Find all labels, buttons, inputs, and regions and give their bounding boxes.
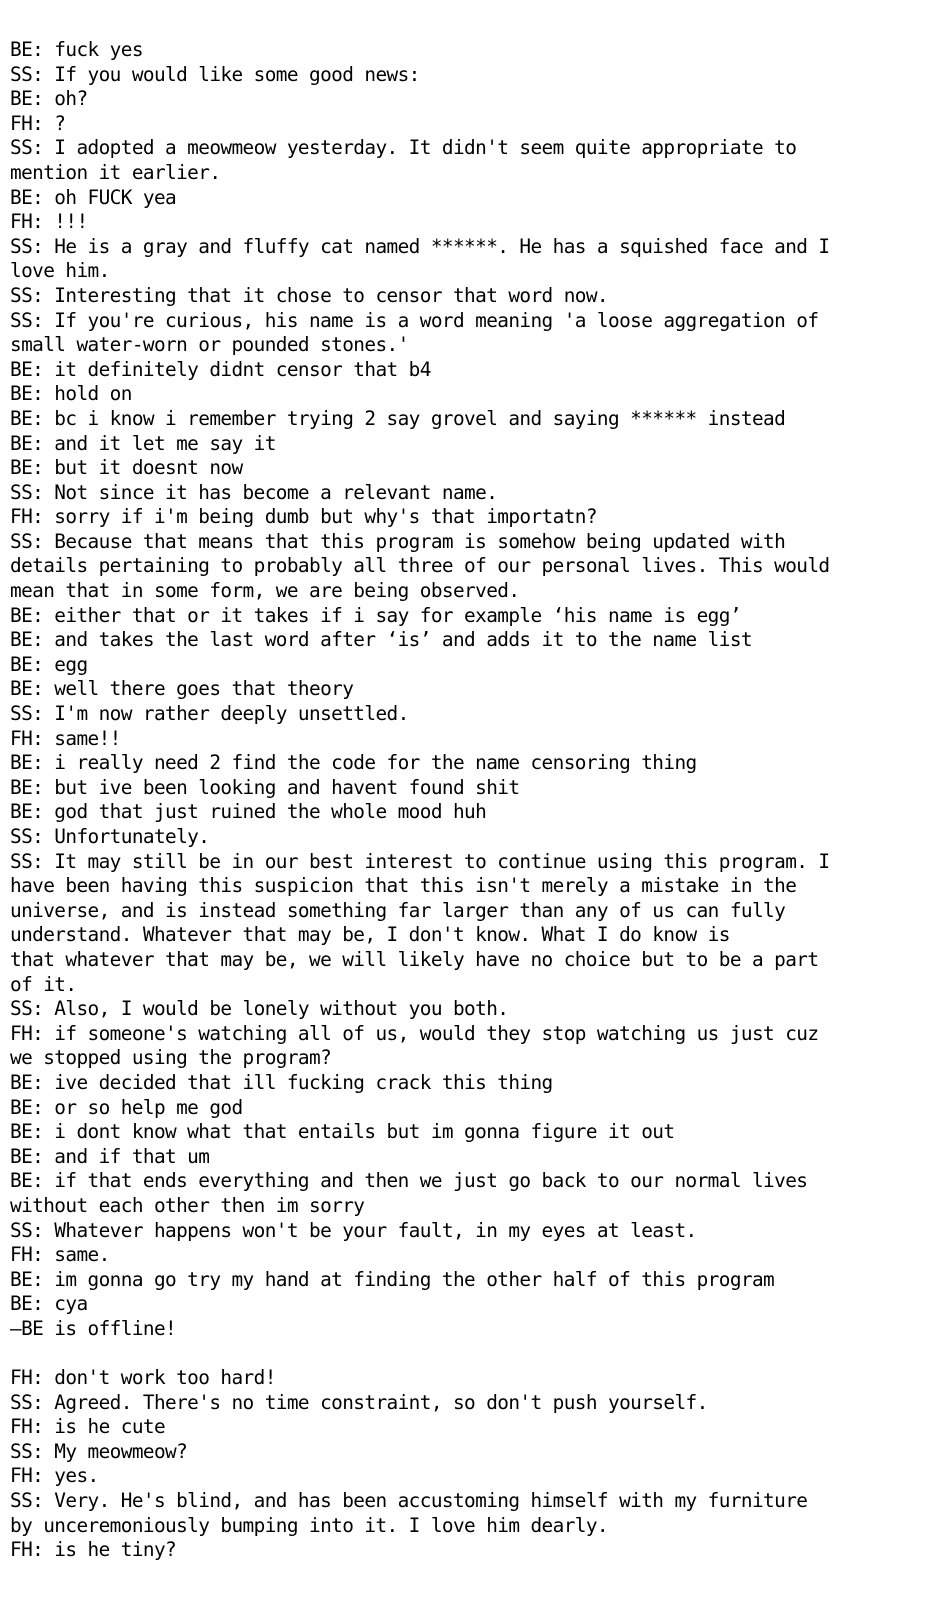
chat-line: without each other then im sorry — [10, 1193, 365, 1217]
chat-line: SS: Whatever happens won't be your fault, in my eyes at least. — [10, 1218, 697, 1242]
chat-line: FH: if someone's watching all of us, would they stop watching us just cuz — [10, 1021, 819, 1045]
chat-line: love him. — [10, 259, 110, 283]
chat-line: BE: oh FUCK yea — [10, 185, 177, 209]
chat-line: have been having this suspicion that this isn't merely a mistake in the — [10, 874, 797, 898]
chat-line: BE: either that or it takes if i say for example ‘his name is egg’ — [10, 603, 741, 627]
chat-line: SS: If you would like some good news: — [10, 62, 420, 86]
chat-line: BE: ive decided that ill fucking crack this thing — [10, 1070, 553, 1094]
chat-line: SS: Unfortunately. — [10, 825, 210, 848]
chat-line: BE: fuck yes — [10, 38, 143, 61]
chat-line: BE: and if that um — [10, 1144, 210, 1168]
chat-line: BE: well there goes that theory — [10, 677, 354, 701]
chat-line: SS: It may still be in our best interest to continue using this program. I — [10, 849, 830, 873]
chat-line: BE: or so help me god — [10, 1095, 243, 1119]
chat-line: BE: i really need 2 find the code for the name censoring thing — [10, 751, 697, 775]
chat-log — [10, 38, 934, 1563]
chat-line: FH: same. — [10, 1243, 110, 1267]
chat-line: BE: but ive been looking and havent found shit — [10, 775, 520, 799]
chat-line: FH: !!! — [10, 210, 88, 234]
chat-line: of it. — [10, 972, 77, 996]
chat-line: FH: sorry if i'm being dumb but why's that importatn? — [10, 505, 597, 529]
chat-line: SS: He is a gray and fluffy cat named ******. He has a squished face and I — [10, 234, 830, 258]
chat-line: BE: and it let me say it — [10, 431, 276, 455]
chat-line: FH: yes. — [10, 1464, 99, 1488]
chat-line: BE: cya — [10, 1292, 88, 1316]
blank-line — [10, 1341, 934, 1366]
chat-line: FH: is he tiny? — [10, 1538, 177, 1562]
chat-line: SS: If you're curious, his name is a word meaning 'a loose aggregation of — [10, 308, 819, 332]
chat-line: –BE is offline! — [10, 1316, 177, 1340]
chat-line: BE: i dont know what that entails but im gonna figure it out — [10, 1120, 675, 1144]
chat-line: BE: hold on — [10, 382, 132, 406]
chat-line: SS: Very. He's blind, and has been accustoming himself with my furniture — [10, 1489, 808, 1513]
chat-line: FH: don't work too hard! — [10, 1366, 276, 1390]
chat-line: SS: Also, I would be lonely without you both. — [10, 997, 509, 1021]
chat-line: that whatever that may be, we will likely have no choice but to be a part — [10, 947, 819, 971]
chat-line: SS: Interesting that it chose to censor that word now. — [10, 283, 609, 307]
chat-line: small water-worn or pounded stones.' — [10, 333, 409, 357]
chat-line: BE: egg — [10, 652, 88, 676]
chat-line: SS: I adopted a meowmeow yesterday. It didn't seem quite appropriate to — [10, 136, 797, 160]
chat-line: details pertaining to probably all three of our personal lives. This would — [10, 554, 830, 578]
chat-line: by unceremoniously bumping into it. I love him dearly. — [10, 1513, 609, 1537]
chat-line: mean that in some form, we are being observed. — [10, 579, 520, 603]
chat-line: SS: Not since it has become a relevant name. — [10, 480, 498, 504]
chat-line: SS: My meowmeow? — [10, 1439, 188, 1463]
chat-line: understand. Whatever that may be, I don't know. What I do know is — [10, 923, 730, 947]
chat-line: BE: oh? — [10, 87, 88, 111]
chat-line: FH: is he cute — [10, 1415, 166, 1439]
chat-line: FH: ? — [10, 111, 66, 135]
chat-line: SS: Agreed. There's no time constraint, so don't push yourself. — [10, 1390, 708, 1414]
chat-line: SS: Because that means that this program is somehow being updated with — [10, 529, 786, 553]
chat-line: BE: im gonna go try my hand at finding the other half of this program — [10, 1267, 775, 1291]
chat-line: BE: if that ends everything and then we just go back to our normal lives — [10, 1169, 808, 1193]
chat-line: BE: and takes the last word after ‘is’ and adds it to the name list — [10, 628, 752, 652]
chat-line: we stopped using the program? — [10, 1046, 332, 1070]
chat-line: mention it earlier. — [10, 160, 221, 184]
chat-line: universe, and is instead something far larger than any of us can fully — [10, 898, 786, 922]
chat-line: BE: god that just ruined the whole mood huh — [10, 800, 487, 824]
chat-line: BE: bc i know i remember trying 2 say grovel and saying ****** instead — [10, 406, 786, 430]
chat-line: BE: it definitely didnt censor that b4 — [10, 357, 431, 381]
chat-line: FH: same!! — [10, 726, 121, 750]
chat-line: SS: I'm now rather deeply unsettled. — [10, 702, 409, 726]
chat-line: BE: but it doesnt now — [10, 456, 243, 480]
